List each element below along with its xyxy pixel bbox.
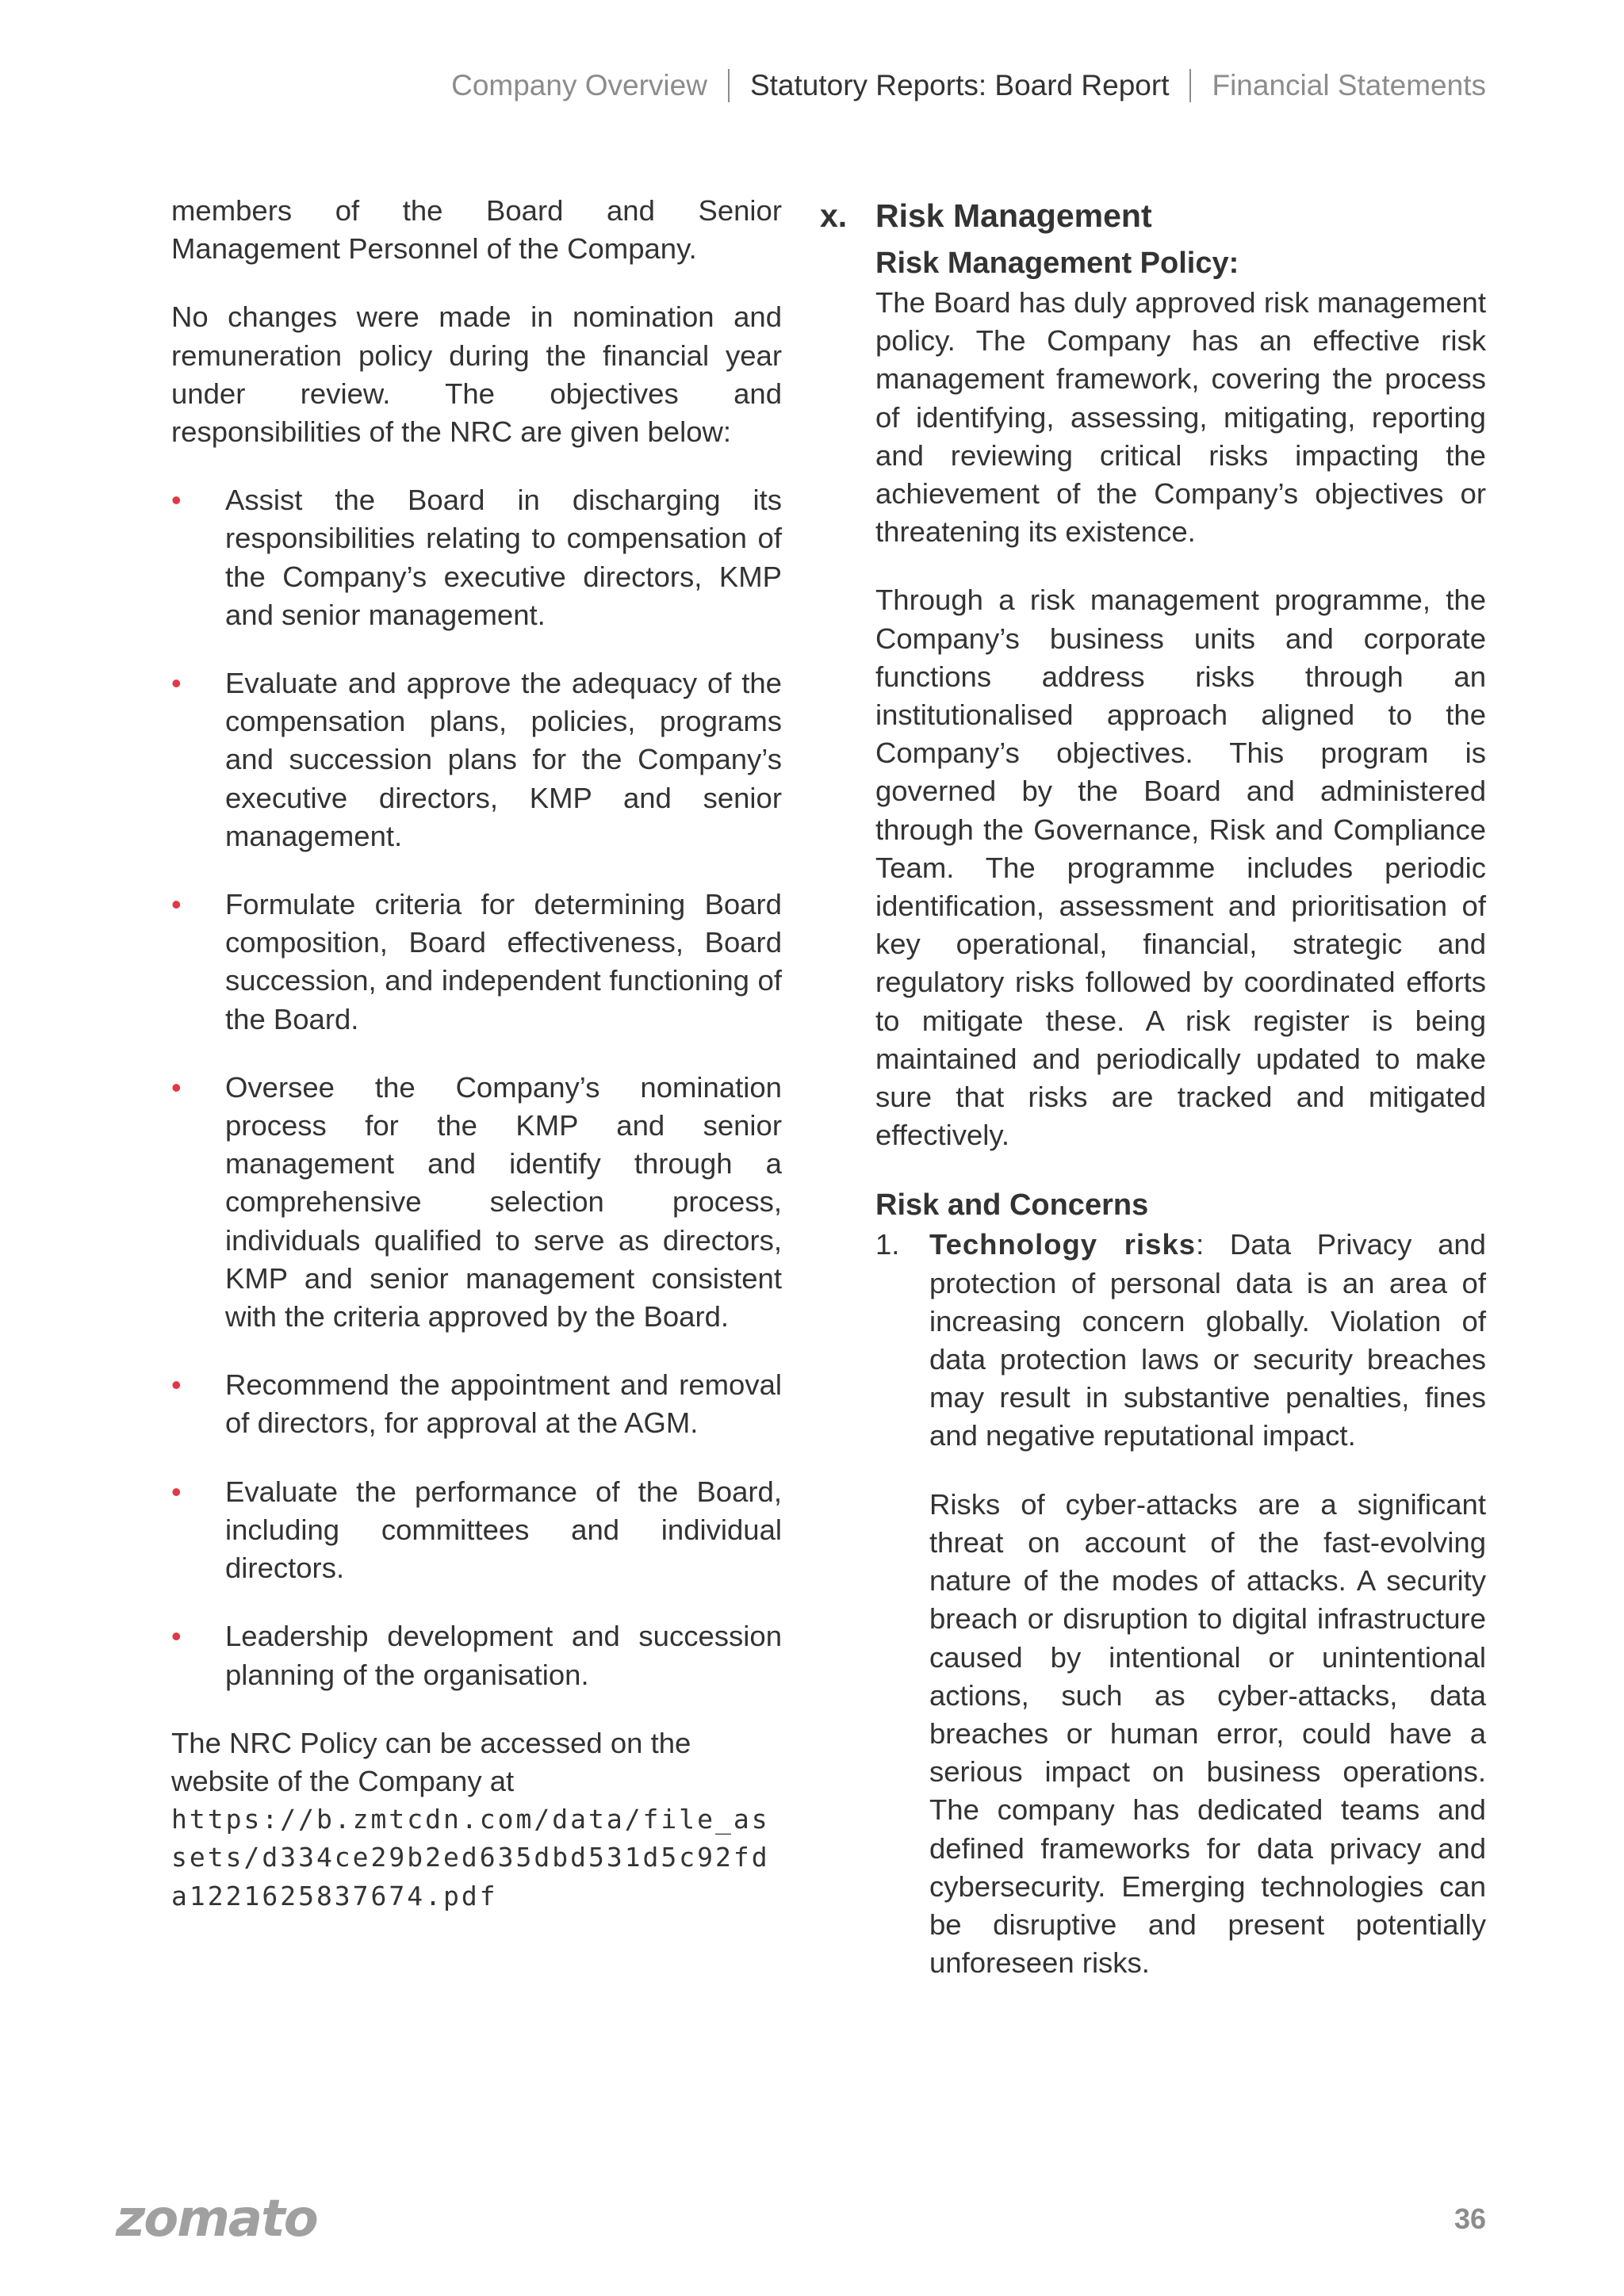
list-item <box>171 1366 782 1442</box>
bullet-icon: • <box>171 1475 182 1508</box>
policy-heading: Risk Management Policy: <box>875 247 1239 280</box>
list-item-text: Formulate criteria for determining Board composition, Board effectiveness, Board succession, and independent functioning of the Board. <box>225 888 782 1035</box>
crumb-company-overview[interactable]: Company Overview <box>451 69 707 101</box>
list-item <box>171 1617 782 1693</box>
nrc-objectives-list <box>171 481 782 1693</box>
concerns-heading: Risk and Concerns <box>875 1188 1149 1223</box>
list-item <box>171 481 782 634</box>
bullet-icon: • <box>171 1620 182 1653</box>
risk-paragraph <box>929 1226 1486 1455</box>
list-item-number: 1. <box>875 1228 900 1261</box>
page-number: 36 <box>1454 2202 1486 2235</box>
list-item <box>171 664 782 855</box>
header-breadcrumb <box>451 62 1486 109</box>
crumb-divider <box>1189 69 1191 102</box>
crumb-board-report[interactable]: Statutory Reports: Board Report <box>749 69 1170 101</box>
list-item <box>875 1226 1486 1982</box>
risks-list <box>875 1226 1486 1982</box>
right-column <box>820 192 1486 1982</box>
zomato-logo: zomato <box>116 2190 317 2248</box>
crumb-financial-statements[interactable]: Financial Statements <box>1212 69 1486 101</box>
list-item-text: Assist the Board in discharging its responsibilities relating to compensation of the Company’s executive directors, KMP and senior management. <box>225 484 782 631</box>
bullet-icon: • <box>171 1070 182 1104</box>
section-body <box>820 243 1486 1982</box>
list-item-text: Evaluate the performance of the Board, including committees and individual directors. <box>225 1475 782 1585</box>
risk-text: : Data Privacy and protection of personal data is an area of increasing concern globally. Violation of data protection laws or security breaches may result in substantive penalties, fines and negative reputational impact. <box>929 1228 1486 1452</box>
bullet-icon: • <box>171 484 182 517</box>
list-item <box>171 886 782 1039</box>
list-item-text: Recommend the appointment and removal of directors, for approval at the AGM. <box>225 1368 782 1440</box>
left-column <box>171 192 782 1915</box>
intro-text: members of the Board and Senior Management Personnel of the Company. <box>171 194 782 266</box>
policy-access-text: The NRC Policy can be accessed on the website of the Company at <box>171 1726 691 1797</box>
bullet-icon: • <box>171 888 182 921</box>
section-title: Risk Management <box>875 197 1152 234</box>
section-heading <box>820 192 1486 239</box>
list-item <box>171 1069 782 1336</box>
risk-title: Technology risks <box>929 1228 1197 1261</box>
section-number: x. <box>820 197 848 234</box>
bullet-icon: • <box>171 1368 182 1402</box>
risk-paragraph-2: Risks of cyber-attacks are a significant threat on account of the fast-evolving nature of the modes of attacks. A security breach or disruption to digital infrastructure caused by intentional or unintentional actions, such as cyber-attacks, data breaches or human error, could have a serious impact on business operations. The company has dedicated teams and defined frameworks for data privacy and cybersecurity. Emerging technologies can be disruptive and present potentially unforeseen risks. <box>929 1487 1486 1980</box>
nrc-policy-link[interactable]: https://b.zmtcdn.com/data/file_assets/d334ce29b2ed635dbd531d5c92fda1221625837674.pdf <box>171 1804 770 1911</box>
bullet-icon: • <box>171 667 182 700</box>
list-item-text: Leadership development and succession planning of the organisation. <box>225 1620 782 1691</box>
list-item-text: Evaluate and approve the adequacy of the compensation plans, policies, programs and succession plans for the Company’s executive directors, KMP and senior management. <box>225 667 782 852</box>
list-item <box>171 1473 782 1588</box>
list-item-text: Oversee the Company’s nomination process for the KMP and senior management and identify through a comprehensive selection process, individuals qualified to serve as directors, KMP and senior management consistent with the criteria approved by the Board. <box>225 1070 782 1334</box>
policy-paragraph: The Board has duly approved risk management policy. The Company has an effective risk management framework, covering the process of identifying, assessing, mitigating, reporting and reviewing critical risks impacting the achievement of the Company’s objectives or threatening its existence. <box>875 286 1486 549</box>
nrc-paragraph: No changes were made in nomination and remuneration policy during the financial year under review. The objectives and responsibilities of the NRC are given below: <box>171 300 782 449</box>
programme-paragraph: Through a risk management programme, the Company’s business units and corporate functions address risks through an institutionalised approach aligned to the Company’s objectives. This program is governed by the Board and administered through the Governance, Risk and Compliance Team. The programme includes periodic identification, assessment and prioritisation of key operational, financial, strategic and regulatory risks followed by coordinated efforts to mitigate these. A risk register is being maintained and periodically updated to make sure that risks are tracked and mitigated effectively. <box>875 584 1486 1152</box>
crumb-divider <box>728 69 730 102</box>
